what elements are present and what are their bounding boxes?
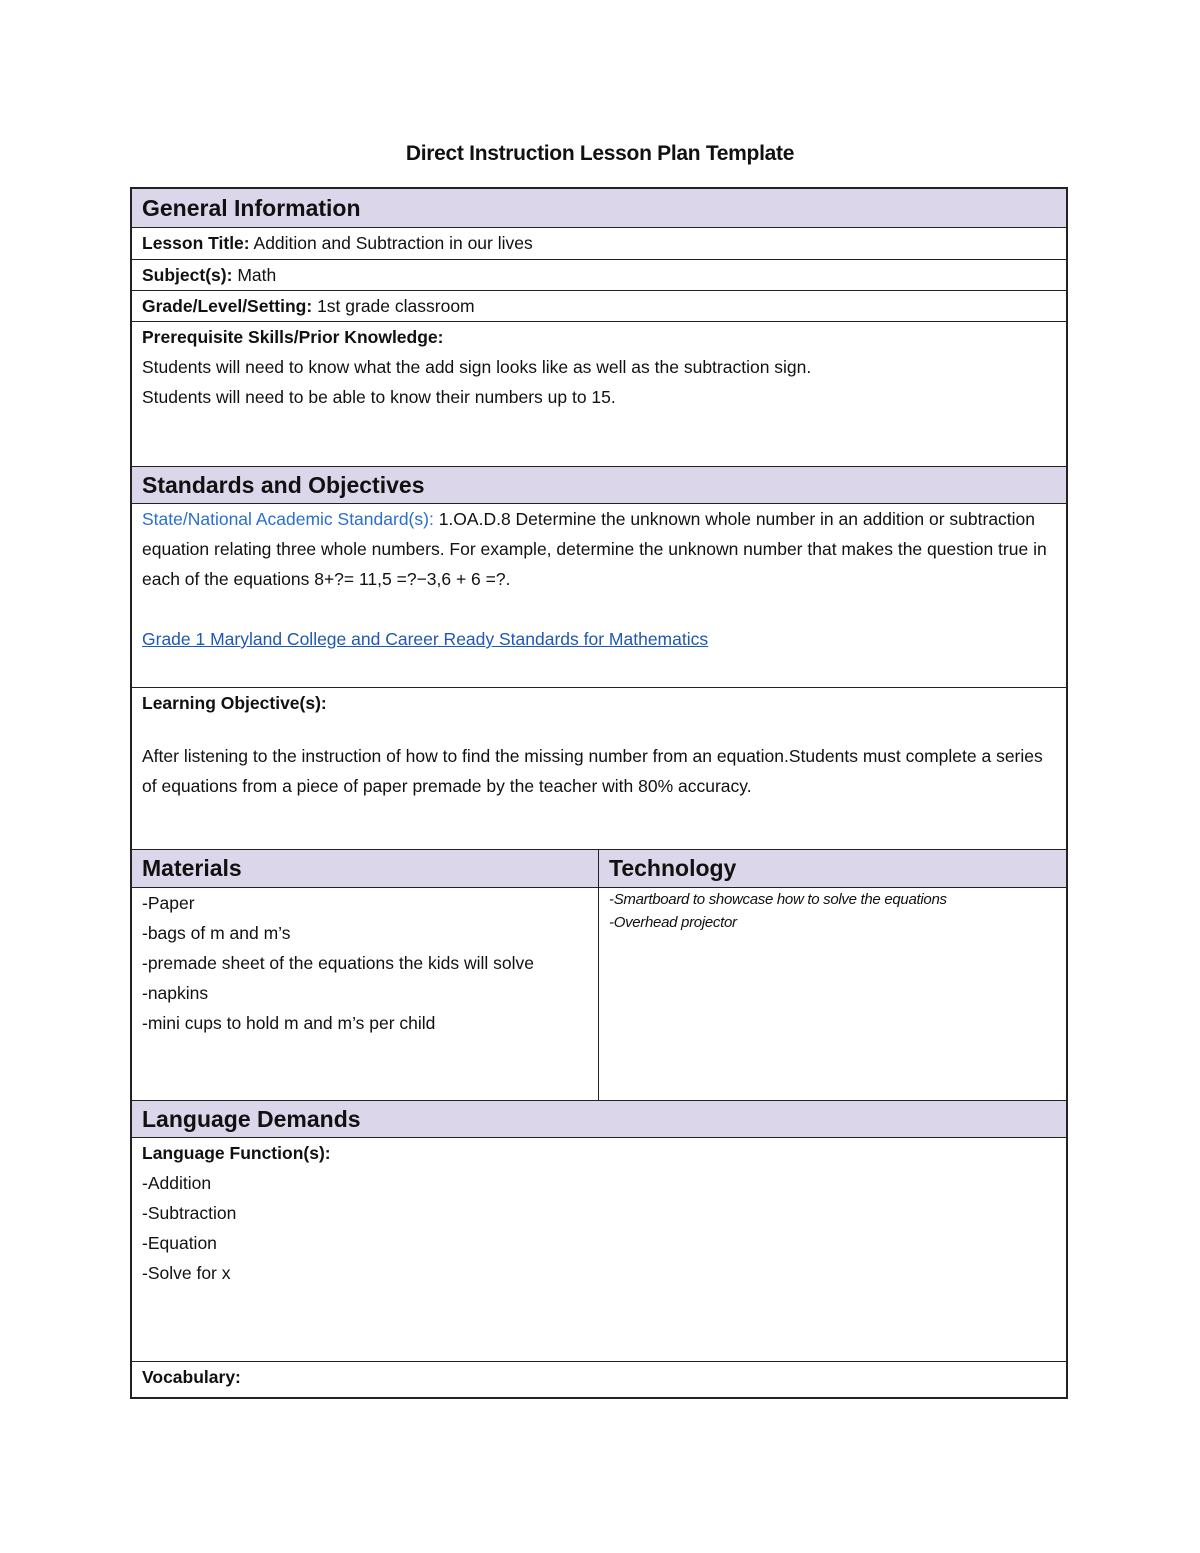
language-functions-row	[132, 1138, 1066, 1361]
vocabulary-label: Vocabulary:	[142, 1367, 241, 1387]
standard-text: 1.OA.D.8 Determine the unknown whole number in an addition or subtraction equation relating three whole numbers. For example, determine the unknown number that makes the question true in each of the equations 8+?= 11,5 =?−3,6 + 6 =?.	[142, 509, 1047, 589]
vocabulary-row	[132, 1361, 1066, 1397]
technology-column	[599, 850, 1066, 1100]
materials-item: -bags of m and m’s	[142, 923, 291, 943]
materials-heading: Materials	[132, 850, 598, 888]
technology-item: -Overhead projector	[609, 914, 737, 931]
materials-item: -mini cups to hold m and m’s per child	[142, 1013, 436, 1033]
lesson-title-row	[132, 228, 1066, 259]
prerequisite-label: Prerequisite Skills/Prior Knowledge:	[142, 327, 444, 347]
materials-list	[132, 888, 598, 1100]
technology-heading: Technology	[599, 850, 1066, 888]
language-function-item: -Equation	[142, 1233, 217, 1253]
materials-item: -napkins	[142, 983, 209, 1003]
standard-paragraph	[142, 504, 1056, 594]
subjects-label: Subject(s):	[142, 265, 233, 285]
materials-item: -Paper	[142, 893, 195, 913]
general-information-heading: General Information	[132, 189, 1066, 228]
lesson-title-value: Addition and Subtraction in our lives	[253, 233, 533, 253]
language-function-item: -Subtraction	[142, 1203, 237, 1223]
language-function-item: -Solve for x	[142, 1263, 231, 1283]
learning-objective-row	[132, 687, 1066, 849]
materials-column	[132, 850, 599, 1100]
materials-technology-section	[132, 849, 1066, 1100]
lesson-plan-table	[130, 187, 1068, 1399]
prerequisite-line-2: Students will need to be able to know their numbers up to 15.	[142, 387, 616, 407]
language-demands-heading: Language Demands	[132, 1100, 1066, 1138]
standard-label: State/National Academic Standard(s):	[142, 509, 434, 529]
learning-objective-text: After listening to the instruction of how to find the missing number from an equation.Students must complete a series of equations from a piece of paper premade by the teacher with 80% accuracy.	[142, 746, 1043, 796]
prerequisite-line-1: Students will need to know what the add sign looks like as well as the subtraction sign.	[142, 357, 812, 377]
learning-objective-label: Learning Objective(s):	[142, 693, 327, 713]
document-title: Direct Instruction Lesson Plan Template	[405, 142, 795, 165]
grade-label: Grade/Level/Setting:	[142, 296, 313, 316]
prerequisite-row	[132, 321, 1066, 466]
standards-row	[132, 504, 1066, 687]
language-function-item: -Addition	[142, 1173, 212, 1193]
lesson-title-label: Lesson Title:	[142, 233, 250, 253]
standards-link-paragraph	[142, 624, 1056, 654]
grade-value: 1st grade classroom	[317, 296, 475, 316]
subjects-value: Math	[237, 265, 277, 285]
language-functions-label: Language Function(s):	[142, 1143, 331, 1163]
materials-item: -premade sheet of the equations the kids will solve	[142, 953, 535, 973]
standards-heading: Standards and Objectives	[132, 466, 1066, 504]
standards-link[interactable]: Grade 1 Maryland College and Career Ready Standards for Mathematics	[142, 629, 709, 649]
grade-row	[132, 290, 1066, 321]
technology-item: -Smartboard to showcase how to solve the equations	[609, 891, 947, 908]
subjects-row	[132, 259, 1066, 290]
technology-list	[599, 888, 1066, 1100]
